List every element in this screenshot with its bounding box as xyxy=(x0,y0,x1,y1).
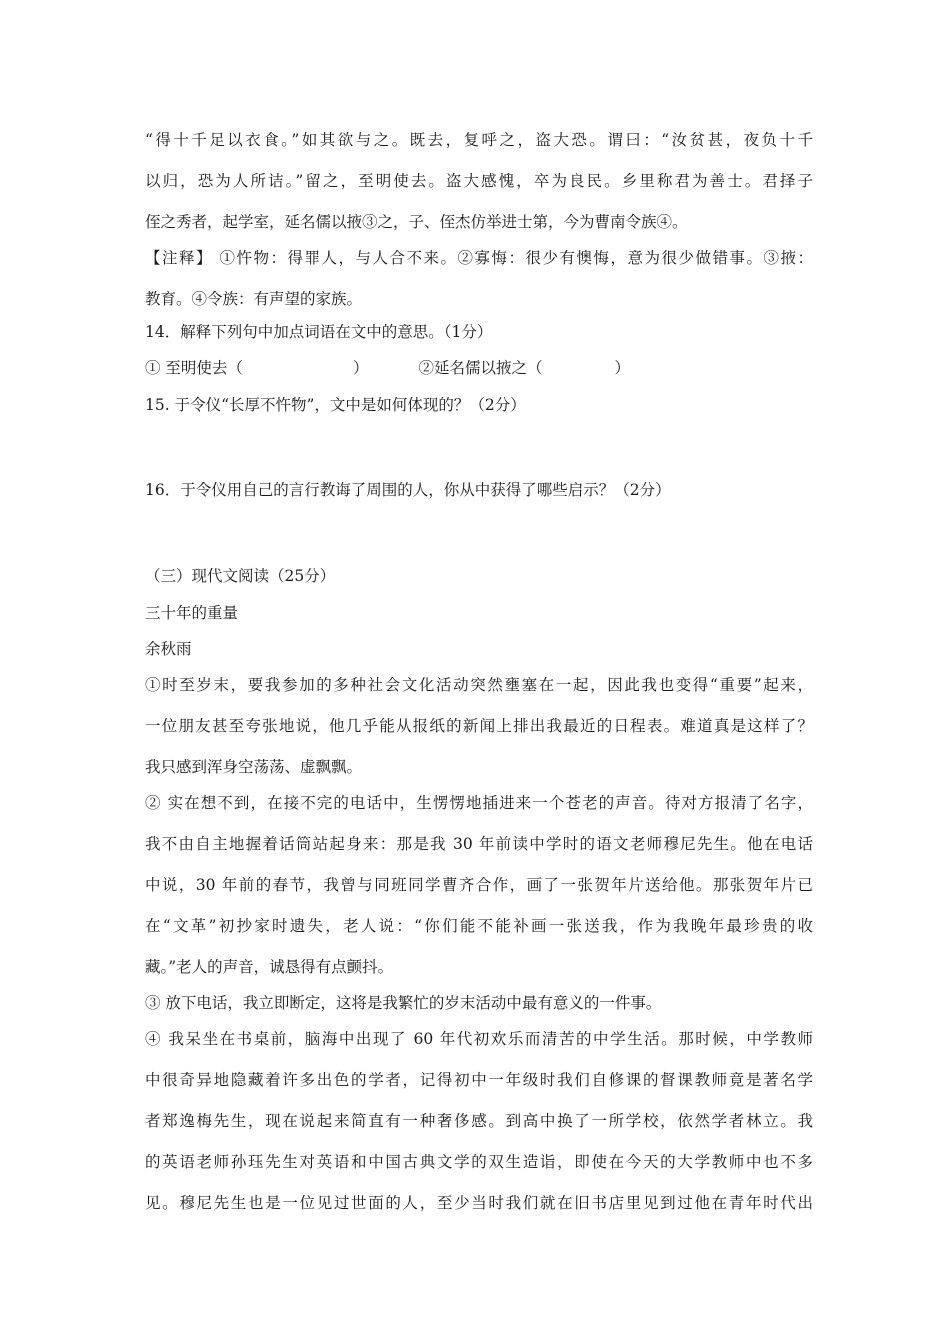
q14-item-a-open: ① 至明使去（ xyxy=(145,359,243,377)
notes-text-1: ①忤物：得罪人，与人合不来。②寡悔：很少有懊悔，意为很少做错事。③掖： xyxy=(219,249,813,267)
question-14-items xyxy=(145,358,630,378)
section-heading: （三）现代文阅读（25分） xyxy=(145,567,336,585)
article-line: 的英语老师孙珏先生对英语和中国古典文学的双生造诣，即使在今天的大学教师中也不多 xyxy=(145,1153,813,1171)
article-line: ④ 我呆坐在书桌前，脑海中出现了 60 年代初欢乐而清苦的中学生活。那时候，中学教师 xyxy=(145,1030,813,1048)
article-author: 余秋雨 xyxy=(145,640,192,658)
q14-item-a-close: ） xyxy=(352,359,369,377)
article-line: ② 实在想不到，在接不完的电话中，生愣愣地插进来一个苍老的声音。待对方报清了名字， xyxy=(145,794,813,812)
passage-line-2: 以归，恐为人所诘。”留之，至明使去。盗大感愧，卒为良民。乡里称君为善士。君择子 xyxy=(145,172,813,190)
article-line: ①时至岁末，要我参加的多种社会文化活动突然壅塞在一起，因此我也变得“重要”起来， xyxy=(145,676,813,694)
article-line: ③ 放下电话，我立即断定，这将是我繁忙的岁末活动中最有意义的一件事。 xyxy=(145,994,662,1012)
question-15: 15. 于令仪“长厚不忤物”，文中是如何体现的？（2分） xyxy=(145,396,526,414)
article-line: 我只感到浑身空荡荡、虚飘飘。 xyxy=(145,758,363,776)
q14-item-b-open: ②延名儒以掖之（ xyxy=(418,359,543,377)
notes-line-1 xyxy=(145,248,813,268)
article-line: 在“文革”初抄家时遗失，老人说：“你们能不能补画一张送我，作为我晚年最珍贵的收 xyxy=(145,917,813,935)
article-title: 三十年的重量 xyxy=(145,604,239,622)
article-line: 见。穆尼先生也是一位见过世面的人，至少当时我们就在旧书店里见到过他在青年时代出 xyxy=(145,1194,813,1212)
article-line: 者郑逸梅先生，现在说起来简直有一种奢侈感。到高中换了一所学校，依然学者林立。我 xyxy=(145,1112,813,1130)
article-line: 藏。”老人的声音，诚恳得有点颤抖。 xyxy=(145,958,394,976)
passage-line-1: “得十千足以衣食。”如其欲与之。既去，复呼之，盗大恐。谓曰：“汝贫甚，夜负十千 xyxy=(145,131,813,149)
article-line: 中很奇异地隐藏着许多出色的学者，记得初中一年级时我们自修课的督课教师竟是著名学 xyxy=(145,1071,813,1089)
question-14: 14．解释下列句中加点词语在文中的意思。（1分） xyxy=(145,323,493,341)
article-line: 中说，30 年前的春节，我曾与同班同学曹齐合作，画了一张贺年片送给他。那张贺年片已 xyxy=(145,876,813,894)
q14-item-b-close: ） xyxy=(614,359,630,377)
passage-line-3: 侄之秀者，起学室，延名儒以掖③之，子、侄杰仿举进士第，今为曹南令族④。 xyxy=(145,213,688,231)
notes-line-2: 教育。④令族：有声望的家族。 xyxy=(145,290,363,308)
question-16: 16．于令仪用自己的言行教诲了周围的人，你从中获得了哪些启示？（2分） xyxy=(145,481,671,499)
article-line: 一位朋友甚至夸张地说，他几乎能从报纸的新闻上排出我最近的日程表。难道真是这样了？ xyxy=(145,717,813,735)
notes-label: 【注释】 xyxy=(145,249,214,267)
article-line: 我不由自主地握着话筒站起身来：那是我 30 年前读中学时的语文老师穆尼先生。他在电话 xyxy=(145,835,813,853)
